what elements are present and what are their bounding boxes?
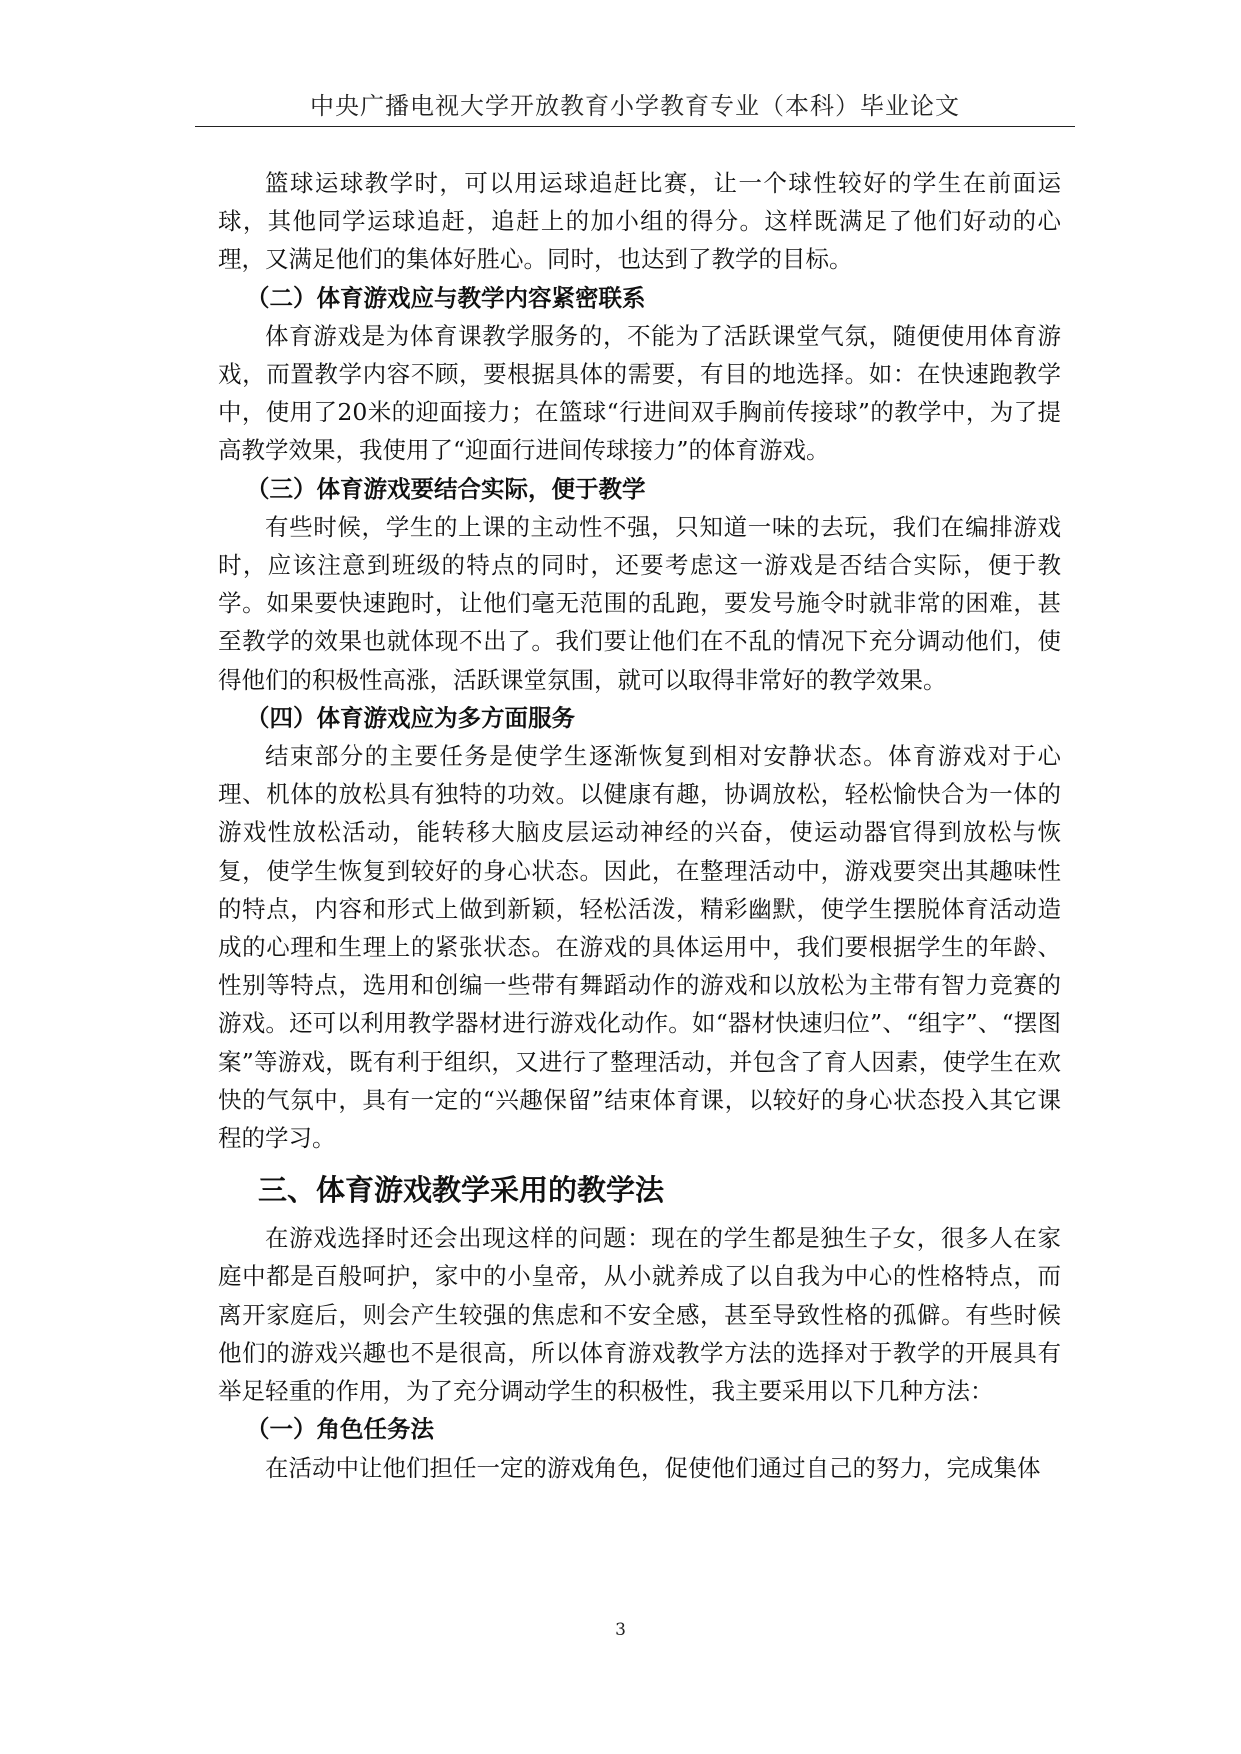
paragraph-method-intro: 在游戏选择时还会出现这样的问题：现在的学生都是独生子女，很多人在家庭中都是百般呵护，家中的小皇帝，从小就养成了以自我为中心的性格特点，而离开家庭后，则会产生较强的焦虑和不安全感，甚至导致性格的孤僻。有些时候他们的游戏兴趣也不是很高，所以体育游戏教学方法的选择对于教学的开展具有举足轻重的作用，为了充分调动学生的积极性，我主要采用以下几种方法：: [218, 1224, 1061, 1406]
page-number: 3: [615, 1620, 626, 1640]
paragraph-practical: 有些时候，学生的上课的主动性不强，只知道一味的去玩，我们在编排游戏时，应该注意到班级的特点的同时，还要考虑这一游戏是否结合实际，便于教学。如果要快速跑时，让他们毫无范围的乱跑，要发号施令时就非常的困难，甚至教学的效果也就体现不出了。我们要让他们在不乱的情况下充分调动他们，使得他们的积极性高涨，活跃课堂氛围，就可以取得非常好的教学效果。: [218, 512, 1061, 694]
page-header-title: 中央广播电视大学开放教育小学教育专业（本科）毕业论文: [310, 92, 960, 120]
page-body: [218, 164, 1061, 1487]
paragraph-role-task: 在活动中让他们担任一定的游戏角色，促使他们通过自己的努力，完成集体: [265, 1453, 1041, 1482]
paragraph-multi-purpose: 结束部分的主要任务是使学生逐渐恢复到相对安静状态。体育游戏对于心理、机体的放松具有独特的功效。以健康有趣，协调放松，轻松愉快合为一体的游戏性放松活动，能转移大脑皮层运动神经的兴奋，使运动器官得到放松与恢复，使学生恢复到较好的身心状态。因此，在整理活动中，游戏要突出其趣味性的特点，内容和形式上做到新颖，轻松活泼，精彩幽默，使学生摆脱体育活动造成的心理和生理上的紧张状态。在游戏的具体运用中，我们要根据学生的年龄、性别等特点，选用和创编一些带有舞蹈动作的游戏和以放松为主带有智力竞赛的游戏。还可以利用教学器材进行游戏化动作。如“器材快速归位”、“组字”、“摆图案”等游戏，既有利于组织，又进行了整理活动，并包含了育人因素，使学生在欢快的气氛中，具有一定的“兴趣保留”结束体育课，以较好的身心状态投入其它课程的学习。: [218, 742, 1061, 1153]
subheading-role-task: （一）角色任务法: [246, 1415, 434, 1444]
section-heading-3: 三、体育游戏教学采用的教学法: [258, 1173, 665, 1208]
subheading-3: （三）体育游戏要结合实际，便于教学: [246, 474, 646, 503]
paragraph-basketball-dribble: 篮球运球教学时，可以用运球追赶比赛，让一个球性较好的学生在前面运球，其他同学运球追赶，追赶上的加小组的得分。这样既满足了他们好动的心理，又满足他们的集体好胜心。同时，也达到了教学的目标。: [218, 169, 1061, 274]
subheading-4: （四）体育游戏应为多方面服务: [246, 703, 575, 732]
subheading-2: （二）体育游戏应与教学内容紧密联系: [246, 283, 646, 312]
header-rule: [195, 126, 1075, 127]
paragraph-content-link: 体育游戏是为体育课教学服务的，不能为了活跃课堂气氛，随便使用体育游戏，而置教学内容不顾，要根据具体的需要，有目的地选择。如：在快速跑教学中，使用了20米的迎面接力；在篮球“行进间双手胸前传接球”的教学中，为了提高教学效果，我使用了“迎面行进间传球接力”的体育游戏。: [218, 321, 1061, 465]
